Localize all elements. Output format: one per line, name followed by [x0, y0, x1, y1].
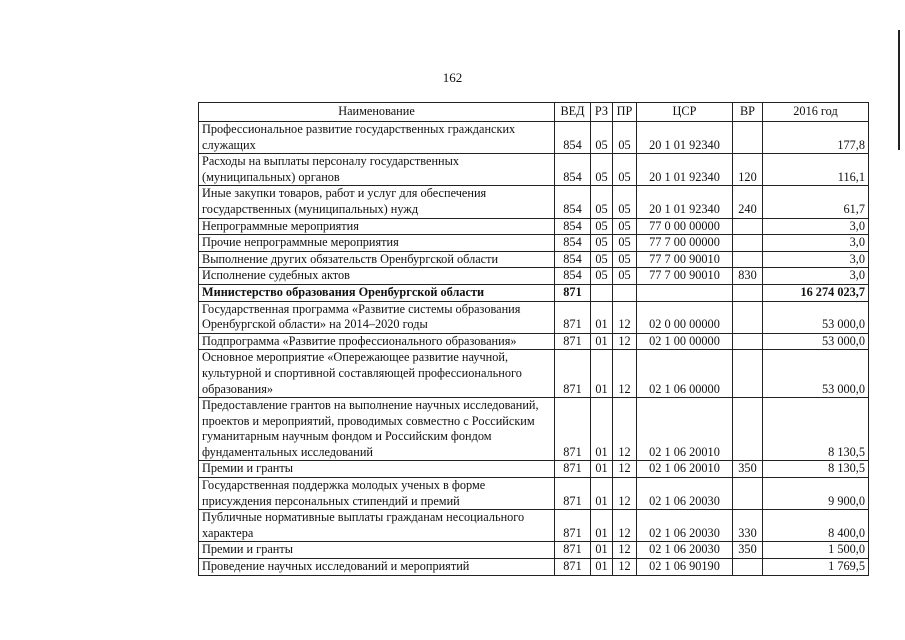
table-row: [199, 284, 869, 301]
cell-name: Публичные нормативные выплаты гражданам несоциального характера: [199, 510, 555, 542]
cell-csr: 02 1 06 20010: [637, 398, 733, 461]
cell-csr: [637, 284, 733, 301]
cell-csr: 02 0 00 00000: [637, 301, 733, 333]
cell-ved: 871: [555, 510, 591, 542]
cell-name: Подпрограмма «Развитие профессионального образования»: [199, 333, 555, 350]
header-pr: ПР: [613, 103, 637, 122]
cell-pr: 05: [613, 251, 637, 268]
page-number: 162: [442, 70, 463, 85]
cell-vr: [733, 235, 763, 252]
cell-vr: [733, 478, 763, 510]
cell-ved: 871: [555, 333, 591, 350]
cell-amount: 16 274 023,7: [763, 284, 869, 301]
header-ved: ВЕД: [555, 103, 591, 122]
table-row: [199, 510, 869, 542]
cell-name: Иные закупки товаров, работ и услуг для обеспечения государственных (муниципальных) нужд: [199, 186, 555, 218]
cell-name: Выполнение других обязательств Оренбургской области: [199, 251, 555, 268]
cell-name: Непрограммные мероприятия: [199, 218, 555, 235]
cell-rz: 05: [591, 235, 613, 252]
cell-name: Основное мероприятие «Опережающее развитие научной, культурной и спортивной составляющей профессионального образования»: [199, 350, 555, 398]
cell-ved: 854: [555, 154, 591, 186]
cell-ved: 854: [555, 251, 591, 268]
cell-pr: 05: [613, 122, 637, 154]
cell-pr: 05: [613, 268, 637, 285]
cell-vr: [733, 251, 763, 268]
cell-pr: 12: [613, 398, 637, 461]
table-row: [199, 333, 869, 350]
cell-pr: 12: [613, 542, 637, 559]
cell-vr: 350: [733, 542, 763, 559]
table-row: [199, 251, 869, 268]
cell-csr: 02 1 06 20030: [637, 510, 733, 542]
cell-pr: 12: [613, 301, 637, 333]
cell-rz: 01: [591, 510, 613, 542]
cell-amount: 61,7: [763, 186, 869, 218]
table-row: [199, 461, 869, 478]
cell-csr: 20 1 01 92340: [637, 186, 733, 218]
cell-ved: 871: [555, 301, 591, 333]
cell-rz: 01: [591, 301, 613, 333]
cell-pr: 05: [613, 218, 637, 235]
cell-vr: [733, 284, 763, 301]
cell-rz: 05: [591, 154, 613, 186]
cell-amount: 177,8: [763, 122, 869, 154]
cell-amount: 9 900,0: [763, 478, 869, 510]
table-row: [199, 301, 869, 333]
cell-ved: 871: [555, 461, 591, 478]
cell-ved: 854: [555, 268, 591, 285]
cell-pr: 12: [613, 510, 637, 542]
cell-rz: 01: [591, 478, 613, 510]
cell-rz: 01: [591, 350, 613, 398]
cell-amount: 3,0: [763, 218, 869, 235]
cell-csr: 02 1 00 00000: [637, 333, 733, 350]
cell-vr: 830: [733, 268, 763, 285]
cell-vr: [733, 350, 763, 398]
cell-csr: 20 1 01 92340: [637, 154, 733, 186]
cell-name: Предоставление грантов на выполнение научных исследований, проектов и мероприятий, проводимых совместно с Российским гуманитарным научным фондом и Российским фондом фундаментальных исследований: [199, 398, 555, 461]
cell-name: Государственная поддержка молодых ученых в форме присуждения персональных стипендий и премий: [199, 478, 555, 510]
cell-amount: 8 400,0: [763, 510, 869, 542]
cell-csr: 77 7 00 00000: [637, 235, 733, 252]
cell-amount: 3,0: [763, 235, 869, 252]
cell-vr: [733, 398, 763, 461]
table-row: [199, 559, 869, 576]
cell-vr: 240: [733, 186, 763, 218]
cell-rz: 01: [591, 333, 613, 350]
cell-name: Премии и гранты: [199, 542, 555, 559]
cell-amount: 1 769,5: [763, 559, 869, 576]
cell-rz: 05: [591, 122, 613, 154]
header-name: Наименование: [199, 103, 555, 122]
cell-pr: [613, 284, 637, 301]
cell-pr: 12: [613, 333, 637, 350]
page-edge-line: [898, 30, 900, 150]
cell-rz: 05: [591, 251, 613, 268]
cell-rz: 05: [591, 268, 613, 285]
cell-pr: 12: [613, 350, 637, 398]
cell-rz: 01: [591, 542, 613, 559]
cell-rz: 05: [591, 218, 613, 235]
table-row: [199, 154, 869, 186]
cell-amount: 116,1: [763, 154, 869, 186]
table-row: [199, 478, 869, 510]
cell-amount: 53 000,0: [763, 350, 869, 398]
cell-ved: 854: [555, 218, 591, 235]
header-vr: ВР: [733, 103, 763, 122]
table-header-row: [199, 103, 869, 122]
cell-csr: 02 1 06 90190: [637, 559, 733, 576]
cell-vr: [733, 301, 763, 333]
cell-name: Проведение научных исследований и мероприятий: [199, 559, 555, 576]
cell-ved: 871: [555, 350, 591, 398]
budget-table: [198, 102, 869, 576]
cell-name: Государственная программа «Развитие системы образования Оренбургской области» на 2014–2020 годы: [199, 301, 555, 333]
header-csr: ЦСР: [637, 103, 733, 122]
cell-rz: [591, 284, 613, 301]
table-row: [199, 235, 869, 252]
table-row: [199, 542, 869, 559]
cell-pr: 12: [613, 478, 637, 510]
cell-vr: [733, 333, 763, 350]
table-row: [199, 350, 869, 398]
table-row: [199, 268, 869, 285]
cell-ved: 854: [555, 235, 591, 252]
cell-pr: 05: [613, 186, 637, 218]
cell-csr: 02 1 06 00000: [637, 350, 733, 398]
cell-amount: 8 130,5: [763, 461, 869, 478]
table-row: [199, 122, 869, 154]
cell-vr: [733, 218, 763, 235]
table-body: [199, 122, 869, 576]
cell-csr: 77 0 00 00000: [637, 218, 733, 235]
cell-csr: 77 7 00 90010: [637, 268, 733, 285]
table-row: [199, 186, 869, 218]
header-amount-2016: 2016 год: [763, 103, 869, 122]
cell-amount: 1 500,0: [763, 542, 869, 559]
cell-pr: 05: [613, 154, 637, 186]
cell-csr: 02 1 06 20030: [637, 478, 733, 510]
cell-name: Профессиональное развитие государственных гражданских служащих: [199, 122, 555, 154]
cell-csr: 20 1 01 92340: [637, 122, 733, 154]
cell-vr: 120: [733, 154, 763, 186]
cell-name: Министерство образования Оренбургской области: [199, 284, 555, 301]
cell-name: Расходы на выплаты персоналу государственных (муниципальных) органов: [199, 154, 555, 186]
cell-vr: 330: [733, 510, 763, 542]
cell-name: Исполнение судебных актов: [199, 268, 555, 285]
cell-vr: 350: [733, 461, 763, 478]
cell-csr: 02 1 06 20010: [637, 461, 733, 478]
cell-ved: 854: [555, 186, 591, 218]
cell-pr: 12: [613, 461, 637, 478]
cell-amount: 53 000,0: [763, 301, 869, 333]
cell-name: Прочие непрограммные мероприятия: [199, 235, 555, 252]
cell-rz: 01: [591, 461, 613, 478]
cell-rz: 05: [591, 186, 613, 218]
cell-amount: 3,0: [763, 268, 869, 285]
cell-name: Премии и гранты: [199, 461, 555, 478]
table-row: [199, 218, 869, 235]
cell-ved: 871: [555, 542, 591, 559]
cell-amount: 53 000,0: [763, 333, 869, 350]
cell-rz: 01: [591, 559, 613, 576]
cell-pr: 12: [613, 559, 637, 576]
cell-rz: 01: [591, 398, 613, 461]
cell-amount: 8 130,5: [763, 398, 869, 461]
cell-ved: 854: [555, 122, 591, 154]
cell-ved: 871: [555, 478, 591, 510]
cell-amount: 3,0: [763, 251, 869, 268]
table-row: [199, 398, 869, 461]
cell-pr: 05: [613, 235, 637, 252]
cell-csr: 02 1 06 20030: [637, 542, 733, 559]
cell-ved: 871: [555, 284, 591, 301]
cell-ved: 871: [555, 559, 591, 576]
cell-vr: [733, 559, 763, 576]
cell-vr: [733, 122, 763, 154]
header-rz: РЗ: [591, 103, 613, 122]
cell-ved: 871: [555, 398, 591, 461]
cell-csr: 77 7 00 90010: [637, 251, 733, 268]
